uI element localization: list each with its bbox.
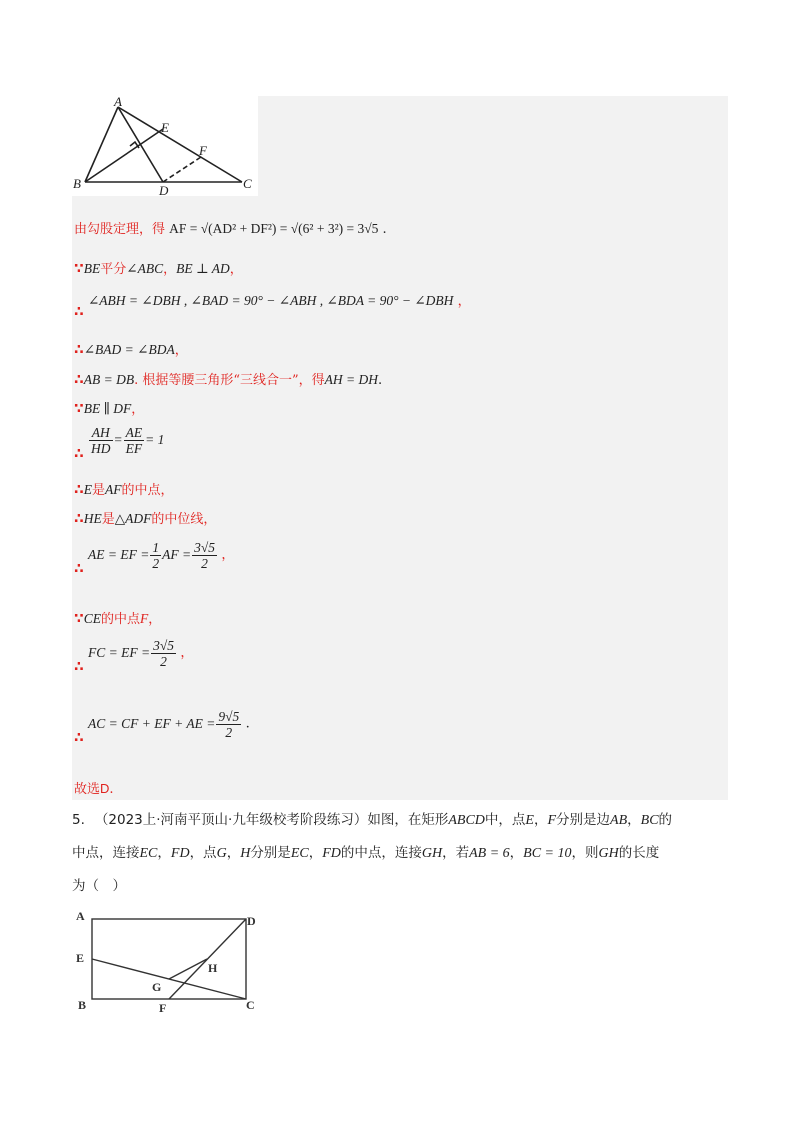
label-d: D bbox=[247, 914, 256, 928]
label-b: B bbox=[73, 176, 81, 191]
solution-line-5: ∴AB = DB. 根据等腰三角形“三线合一”，得AH = DH. bbox=[74, 372, 383, 388]
solution-line-10: AE = EF = $\frac{1}{2}$ AF = $\frac{3√5}{2}$ ， bbox=[88, 540, 235, 571]
segment-gh bbox=[169, 959, 207, 979]
segment-fd bbox=[169, 919, 246, 999]
label-e: E bbox=[161, 120, 169, 135]
question-5-line-1: 5. （2023上·河南平顶山·九年级校考阶段练习）如图，在矩形ABCD中，点E，F分别是边AB，BC的 bbox=[72, 812, 673, 828]
solution-line-13: AC = CF + EF + AE = $\frac{9√5}{2}$ . bbox=[88, 709, 250, 740]
solution-line-13-prefix: ∴ bbox=[74, 730, 84, 746]
rectangle-abcd bbox=[92, 919, 246, 999]
label-f: F bbox=[199, 143, 207, 158]
label-g: G bbox=[152, 980, 162, 994]
solution-line-12: FC = EF = $\frac{3√5}{2}$ ， bbox=[88, 638, 194, 669]
solution-line-7-prefix: ∴ bbox=[74, 446, 84, 462]
rectangle-figure bbox=[72, 905, 272, 1017]
solution-line-12-prefix: ∴ bbox=[74, 659, 84, 675]
solution-line-2: ∵BE平分∠ABC，BE ⊥ AD， bbox=[74, 261, 243, 277]
question-5-line-3: 为（ ） bbox=[72, 878, 126, 894]
label-f: F bbox=[159, 1001, 167, 1015]
label-h: H bbox=[208, 961, 218, 975]
triangle-figure bbox=[72, 96, 258, 196]
label-c: C bbox=[246, 998, 255, 1012]
label-c: C bbox=[243, 176, 252, 191]
label-a: A bbox=[76, 909, 85, 923]
solution-line-1: 由勾股定理，得 AF = √(AD² + DF²) = √(6² + 3²) = 3√5 . bbox=[74, 221, 387, 237]
label-b: B bbox=[78, 998, 87, 1012]
solution-panel bbox=[72, 96, 728, 800]
label-d: D bbox=[159, 183, 169, 196]
solution-line-4: ∴∠BAD = ∠BDA， bbox=[74, 342, 188, 358]
solution-line-3: ∠ABH = ∠DBH , ∠BAD = 90° − ∠ABH , ∠BDA = 90° − ∠DBH ， bbox=[88, 293, 471, 309]
solution-line-10-prefix: ∴ bbox=[74, 561, 84, 577]
solution-line-14: 故选D. bbox=[74, 781, 114, 797]
label-e: E bbox=[76, 951, 85, 965]
solution-line-6: ∵BE ∥ DF， bbox=[74, 401, 145, 417]
solution-line-8: ∴E是AF的中点， bbox=[74, 482, 174, 498]
question-5-line-2: 中点，连接EC，FD，点G，H分别是EC，FD的中点，连接GH，若AB = 6，BC = 10，则GH的长度 bbox=[72, 845, 660, 861]
solution-line-9: ∴HE是△ADF的中位线， bbox=[74, 511, 217, 527]
label-a: A bbox=[114, 96, 122, 109]
solution-line-3-prefix: ∴ bbox=[74, 304, 84, 320]
solution-line-11: ∵CE的中点F， bbox=[74, 611, 162, 627]
solution-line-7: $\frac{AH}{HD}$ = $\frac{AE}{EF}$ = 1 bbox=[91, 425, 165, 456]
